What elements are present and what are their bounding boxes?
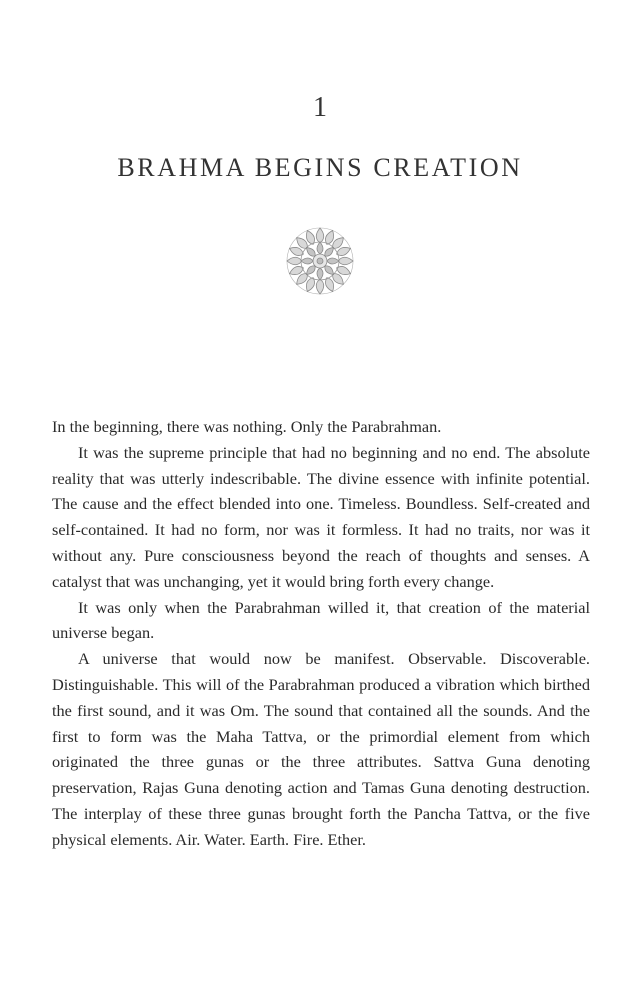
paragraph-opening: In the beginning, there was nothing. Only the Parabrahman.: [52, 417, 442, 436]
mandala-ornament-icon: [285, 226, 355, 296]
mandala-ornament-svg: [285, 226, 355, 296]
paragraph-parabrahman: It was the supreme principle that had no beginning and no end. The absolute reality that was utterly indescribable. The divine essence with infinite potential. The cause and the effect blended into one. Timeless. Boundless. Self-created and self-contained. It had no form, nor was it formless. It had no traits, nor was it without any. Pure consciousness beyond the reach of thoughts and senses. A catalyst that was unchanging, yet it would bring forth every change.: [52, 442, 590, 591]
paragraph-universe-manifest: A universe that would now be manifest. Observable. Discoverable. Distinguishable. This will of the Parabrahman produced a vibration which birthed the first sound, and it was Om. The sound that contained all the sounds. And the first to form was the Maha Tattva, or the primordial element from which originated the three gunas or the three attributes. Sattva Guna denoting preservation, Rajas Guna denoting action and Tamas Guna denoting destruction. The interplay of these three gunas brought forth the Pancha Tattva, or the five physical elements. Air. Water. Earth. Fire. Ether.: [52, 649, 590, 849]
chapter-number: 1: [313, 92, 327, 123]
chapter-body-text: [52, 414, 590, 853]
paragraph-creation-begins: It was only when the Parabrahman willed it, that creation of the material universe began.: [52, 597, 590, 643]
chapter-title: BRAHMA BEGINS CREATION: [117, 153, 523, 182]
